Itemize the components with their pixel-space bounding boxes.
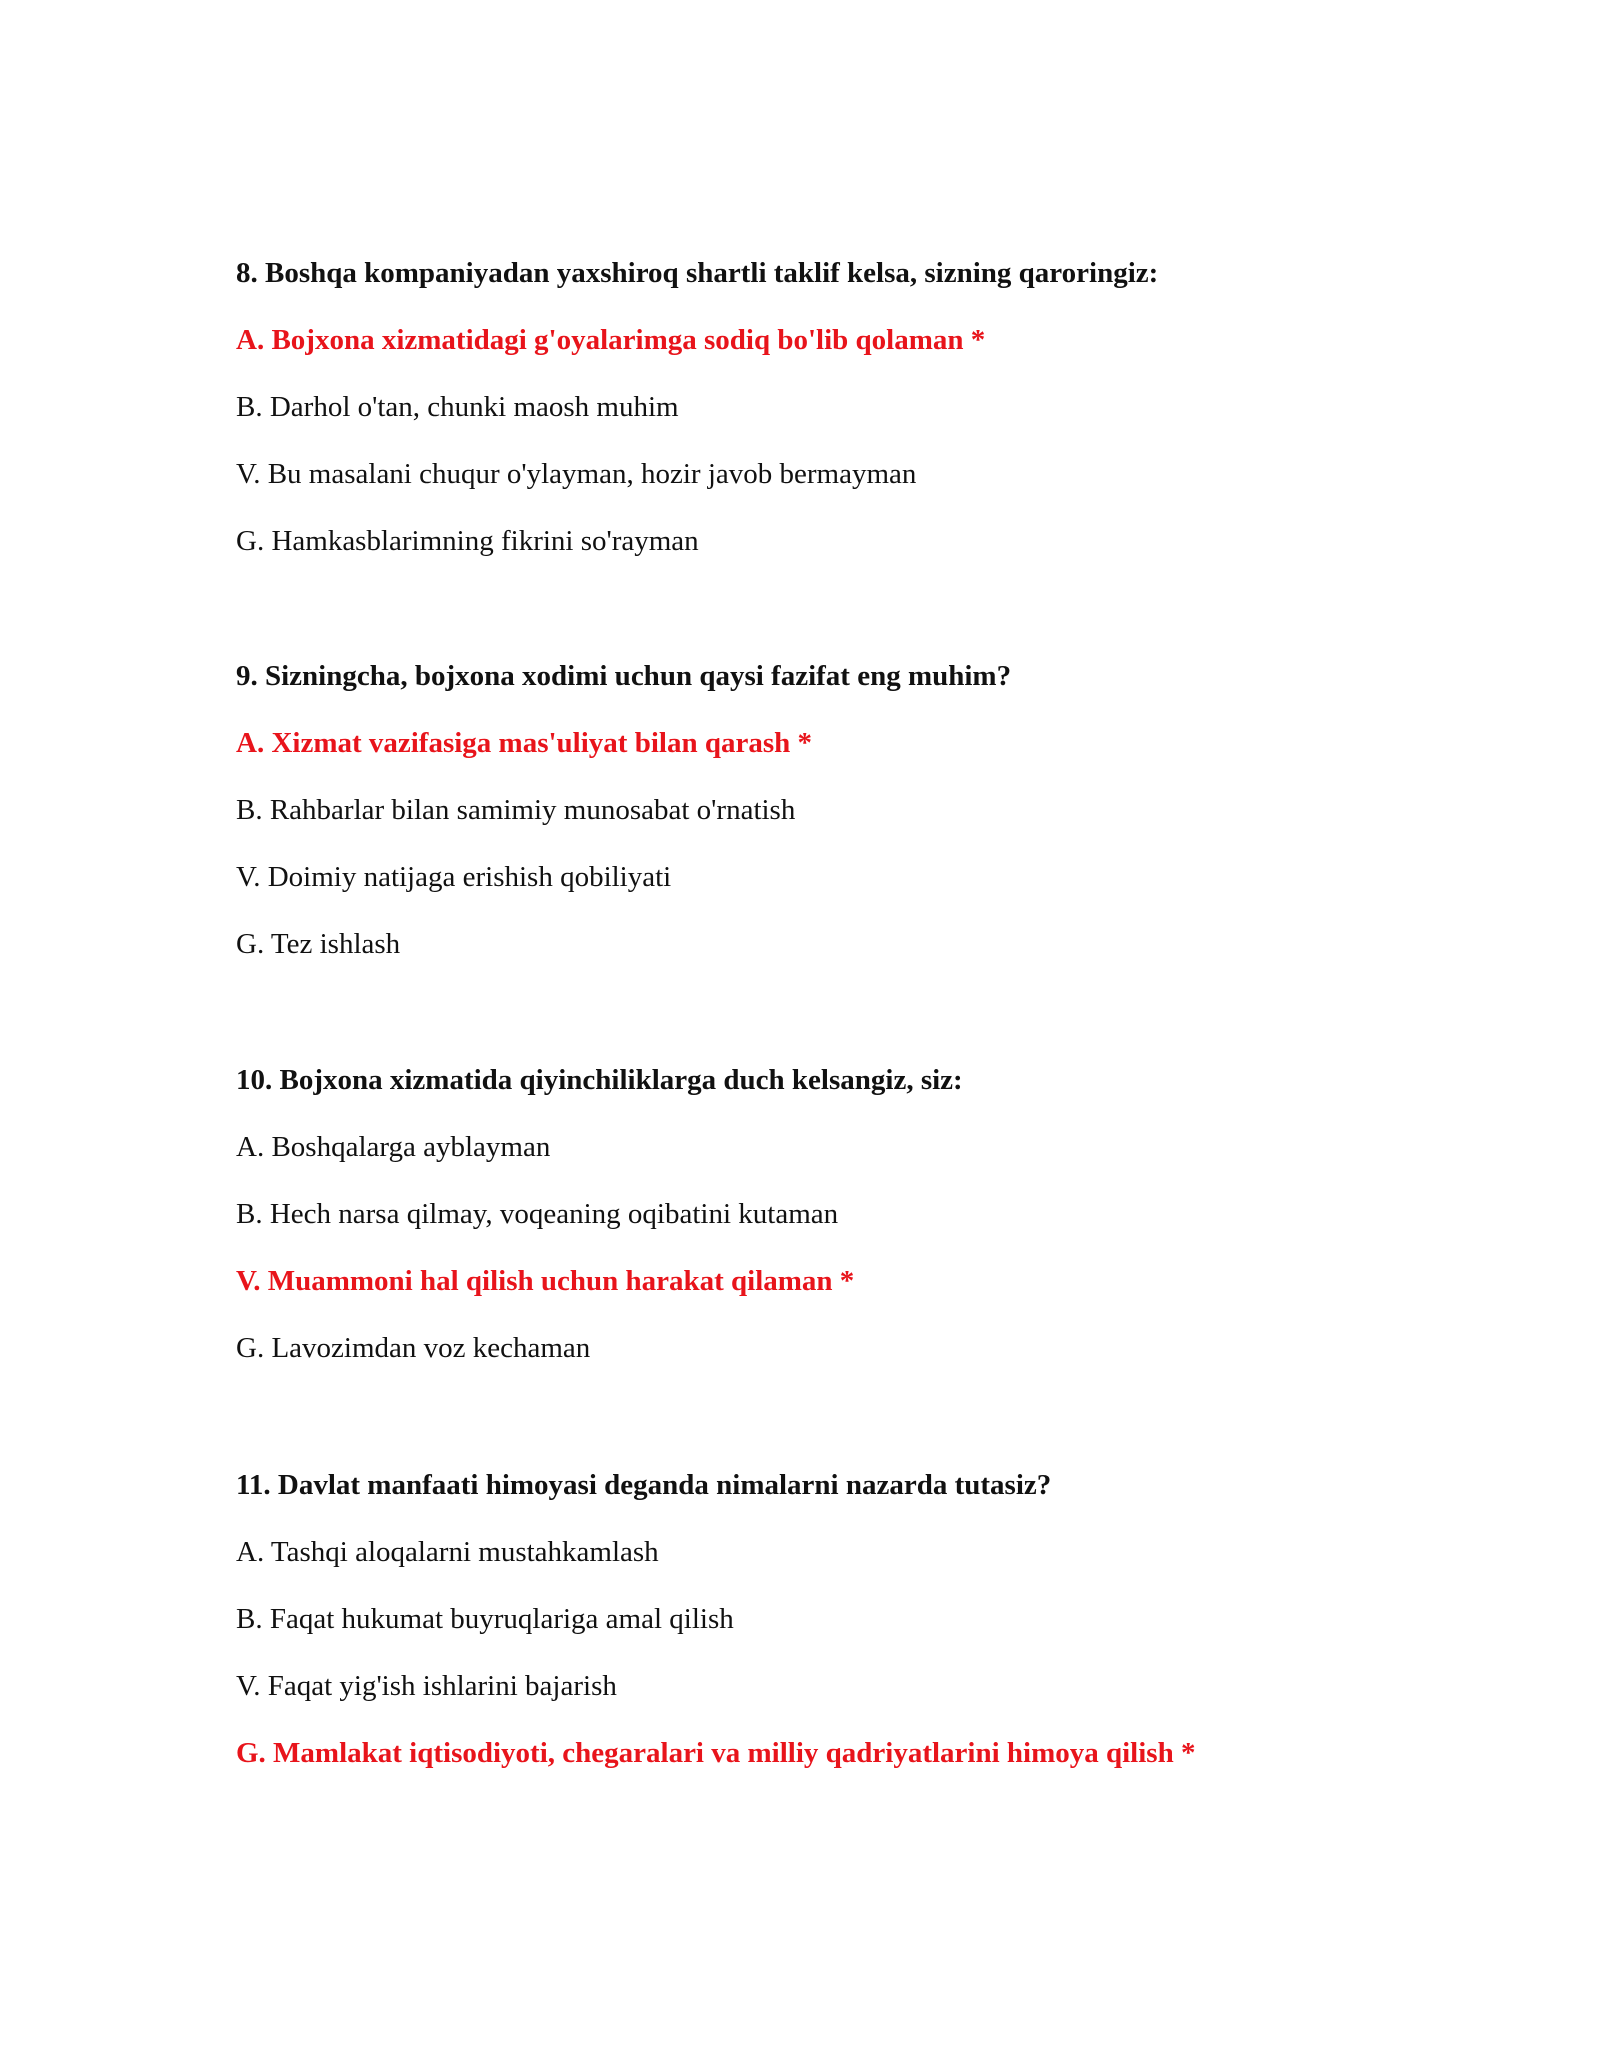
answer-option-a: A. Boshqalarga ayblayman [236,1131,551,1163]
question-10 [236,1063,1436,1365]
answer-option-b: B. Rahbarlar bilan samimiy munosabat o'rnatish [236,794,796,826]
question-11 [236,1468,1436,1770]
question-title: 9. Sizningcha, bojxona xodimi uchun qaysi fazifat eng muhim? [236,660,1012,692]
answer-option-g: G. Mamlakat iqtisodiyoti, chegaralari va milliy qadriyatlarini himoya qilish * [236,1737,1196,1769]
answer-option-v: V. Bu masalani chuqur o'ylayman, hozir javob bermayman [236,458,917,490]
answer-option-v: V. Doimiy natijaga erishish qobiliyati [236,861,672,893]
answer-option-g: G. Lavozimdan voz kechaman [236,1332,591,1364]
answer-option-g: G. Tez ishlash [236,928,401,960]
answer-option-v: V. Faqat yig'ish ishlarini bajarish [236,1670,617,1702]
question-title: 11. Davlat manfaati himoyasi deganda nimalarni nazarda tutasiz? [236,1469,1052,1501]
question-8 [236,256,1436,558]
answer-option-g: G. Hamkasblarimning fikrini so'rayman [236,525,699,557]
question-title: 10. Bojxona xizmatida qiyinchiliklarga duch kelsangiz, siz: [236,1064,963,1096]
answer-option-b: B. Hech narsa qilmay, voqeaning oqibatini kutaman [236,1198,839,1230]
answer-option-a: A. Bojxona xizmatidagi g'oyalarimga sodiq bo'lib qolaman * [236,324,986,356]
question-9 [236,659,1436,961]
question-title: 8. Boshqa kompaniyadan yaxshiroq shartli taklif kelsa, sizning qaroringiz: [236,257,1159,289]
answer-option-b: B. Darhol o'tan, chunki maosh muhim [236,391,679,423]
answer-option-a: A. Xizmat vazifasiga mas'uliyat bilan qarash * [236,727,812,759]
answer-option-a: A. Tashqi aloqalarni mustahkamlash [236,1536,659,1568]
answer-option-b: B. Faqat hukumat buyruqlariga amal qilish [236,1603,734,1635]
answer-option-v: V. Muammoni hal qilish uchun harakat qilaman * [236,1265,855,1297]
